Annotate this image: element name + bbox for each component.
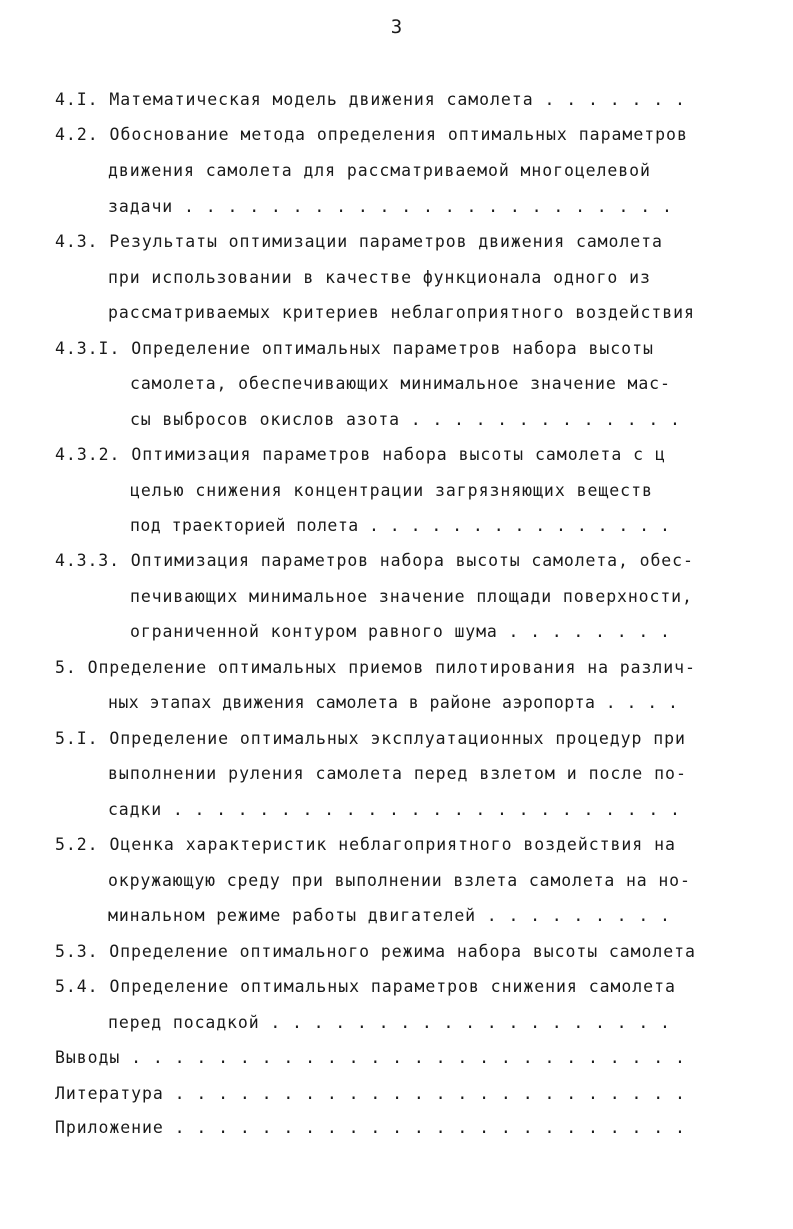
toc-line: ных этапах движения самолета в районе аэропорта . . . . (108, 693, 679, 712)
toc-line: задачи . . . . . . . . . . . . . . . . . . . . . . . (108, 197, 673, 216)
toc-line: 4.I. Математическая модель движения самолета . . . . . . . (55, 90, 686, 109)
toc-line: 5.4. Определение оптимальных параметров снижения самолета (55, 977, 676, 996)
toc-line: минальном режиме работы двигателей . . . . . . . . . (108, 906, 671, 925)
toc-line: сы выбросов окислов азота . . . . . . . . . . . . . (130, 410, 681, 429)
page-number: 3 (390, 16, 403, 38)
toc-line: под траекторией полета . . . . . . . . . . . . . . . (130, 516, 671, 535)
toc-line: рассматриваемых критериев неблагоприятного воздействия (108, 303, 695, 322)
toc-line: 4.3.3. Оптимизация параметров набора высоты самолета, обес- (55, 551, 694, 570)
toc-line: печивающих минимальное значение площади поверхности, (130, 587, 693, 606)
toc-line: Выводы . . . . . . . . . . . . . . . . . . . . . . . . . . (55, 1048, 686, 1067)
toc-line: целью снижения концентрации загрязняющих веществ (130, 481, 653, 500)
toc-line: 5.2. Оценка характеристик неблагоприятного воздействия на (55, 835, 676, 854)
toc-line: перед посадкой . . . . . . . . . . . . . . . . . . . (108, 1013, 671, 1032)
toc-line: движения самолета для рассматриваемой многоцелевой (108, 161, 651, 180)
toc-line: 5.I. Определение оптимальных эксплуатационных процедур при (55, 729, 686, 748)
toc-line: ограниченной контуром равного шума . . . . . . . . (130, 622, 671, 641)
toc-line: 5. Определение оптимальных приемов пилотирования на различ- (55, 658, 696, 677)
toc-line: Литература . . . . . . . . . . . . . . . . . . . . . . . . (55, 1084, 686, 1103)
toc-line: 4.3.I. Определение оптимальных параметров набора высоты (55, 339, 654, 358)
toc-line: садки . . . . . . . . . . . . . . . . . . . . . . . . (108, 800, 681, 819)
toc-line: 5.3. Определение оптимального режима набора высоты самолета (55, 942, 696, 961)
toc-line: при использовании в качестве функционала одного из (108, 268, 651, 287)
toc-line: выполнении руления самолета перед взлетом и после по- (108, 764, 687, 783)
toc-line: 4.3.2. Оптимизация параметров набора высоты самолета с ц (55, 445, 666, 464)
toc-line: 4.2. Обоснование метода определения оптимальных параметров (55, 125, 688, 144)
toc-line: самолета, обеспечивающих минимальное значение мас- (130, 374, 671, 393)
toc-line: Приложение . . . . . . . . . . . . . . . . . . . . . . . . (55, 1118, 686, 1137)
toc-line: окружающую среду при выполнении взлета самолета на но- (108, 871, 691, 890)
toc-line: 4.3. Результаты оптимизации параметров движения самолета (55, 232, 663, 251)
